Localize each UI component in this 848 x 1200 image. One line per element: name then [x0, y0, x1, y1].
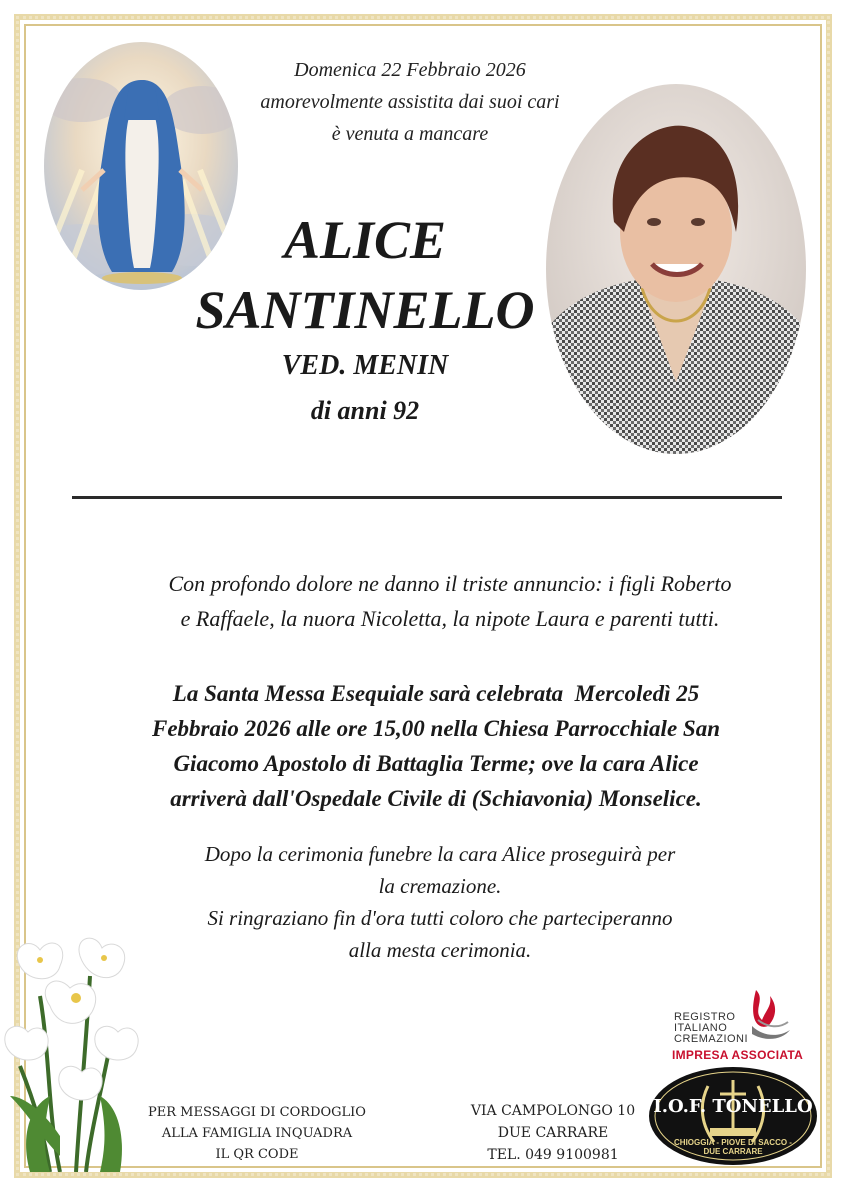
flame-wing-icon: [742, 986, 792, 1044]
funeral-home-address: [468, 1100, 638, 1166]
announcement-line-2: e Raffaele, la nuora Nicoletta, la nipote Laura e parenti tutti.: [180, 606, 720, 631]
after-line-1: Dopo la cerimonia funebre la cara Alice proseguirà per: [204, 842, 676, 866]
iof-locations: CHIOGGIA - PIOVE DI SACCO - DUE CARRARE: [674, 1138, 792, 1156]
mass-line-1: La Santa Messa Esequiale sarà celebrata Mercoledì 25: [172, 681, 700, 706]
mass-line-3: Giacomo Apostolo di Battaglia Terme; ove la cara Alice: [173, 751, 699, 776]
funeral-mass-text: [86, 676, 786, 816]
announcement-line-1: Con profondo dolore ne danno il triste annuncio: i figli Roberto: [168, 571, 732, 596]
intro-line-2: amorevolmente assistita dai suoi cari: [260, 91, 560, 113]
announcement-text: [100, 566, 800, 636]
intro-text: [210, 54, 610, 150]
last-name: SANTINELLO: [195, 280, 535, 340]
intro-line-3: è venuta a mancare: [331, 123, 489, 145]
qr-line-2: ALLA FAMIGLIA INQUADRA: [161, 1126, 353, 1141]
address-line-1: VIA CAMPOLONGO 10: [470, 1103, 636, 1119]
iof-tonello-logo: [648, 1066, 818, 1166]
first-name: ALICE: [283, 210, 447, 270]
rirc-line-3: CREMAZIONI: [674, 1033, 749, 1045]
after-line-2: la cremazione.: [378, 874, 502, 898]
qr-code-note: [140, 1102, 374, 1165]
widow-of: VED. MENIN: [281, 350, 449, 381]
phone-number: TEL. 049 9100981: [487, 1147, 619, 1163]
iof-name: I.O.F. TONELLO: [653, 1096, 813, 1117]
after-line-4: alla mesta cerimonia.: [348, 938, 532, 962]
mass-line-4: arriverà dall'Ospedale Civile di (Schiavonia) Monselice.: [170, 786, 702, 811]
age: di anni 92: [310, 396, 420, 425]
after-line-3: Si ringraziano fin d'ora tutti coloro che parteciperanno: [207, 906, 673, 930]
mass-line-2: Febbraio 2026 alle ore 15,00 nella Chiesa Parrocchiale San: [152, 716, 720, 741]
divider-line: [72, 496, 782, 499]
date-line: Domenica 22 Febbraio 2026: [294, 59, 526, 81]
after-ceremony-text: [140, 838, 740, 966]
qr-line-3: IL QR CODE: [215, 1147, 299, 1162]
rirc-logo: [662, 986, 812, 1064]
lilies-decoration: [0, 936, 150, 1172]
rirc-associate: IMPRESA ASSOCIATA: [672, 1048, 804, 1062]
rirc-line-2: ITALIANO: [674, 1022, 728, 1034]
qr-line-1: PER MESSAGGI DI CORDOGLIO: [148, 1105, 366, 1120]
rirc-text: [674, 1012, 748, 1045]
rirc-line-1: REGISTRO: [674, 1011, 736, 1023]
address-line-2: DUE CARRARE: [497, 1125, 609, 1141]
